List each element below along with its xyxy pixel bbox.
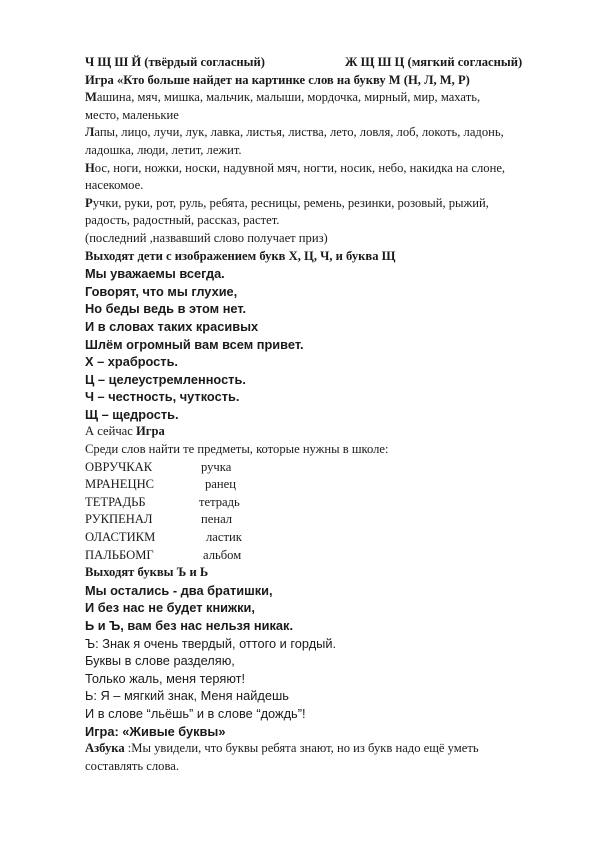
signs-poem-line: Ь и Ъ, вам без нас нельзя никак.	[85, 618, 294, 633]
words-n-text: ос, ноги, ножки, носки, надувной мяч, ногти, носик, небо, накидка на слоне,	[94, 160, 506, 175]
poem-line: Но беды ведь в этом нет.	[85, 301, 247, 317]
word-pair-row	[85, 547, 525, 565]
letter-meaning: Щ – щедрость.	[85, 406, 179, 422]
words-l-line1	[85, 124, 525, 142]
letter-meaning: Ц – целеустремленность.	[85, 371, 246, 387]
answer-word: ластик	[206, 530, 242, 545]
letter-n: Н	[85, 160, 95, 175]
game2-intro-bold: Игра	[135, 424, 165, 439]
words-n-line1	[85, 160, 525, 178]
speech-text: :Мы увидели, что буквы ребята знают, но из букв надо ещё уметь	[124, 741, 479, 756]
game2-intro	[85, 423, 525, 441]
soft-consonants-label: Ж Щ Ш Ц (мягкий согласный)	[345, 55, 523, 69]
word-pair-row	[85, 529, 525, 547]
words-r-line1	[85, 195, 525, 213]
game2-intro-prefix: А сейчас	[85, 424, 136, 439]
answer-word: альбом	[203, 547, 242, 562]
game1-title: Игра «Кто больше найдет на картинке слов на букву М (Н, Л, М, Р)	[85, 72, 470, 87]
scrambled-word: РУКПЕНАЛ	[85, 512, 153, 527]
scrambled-word: ОВРУЧКАК	[85, 459, 153, 474]
scrambled-word: ПАЛЬБОМГ	[85, 547, 154, 562]
poem-line: И в словах таких красивых	[85, 318, 259, 334]
words-m-line1	[85, 89, 525, 107]
word-pair-row	[85, 459, 525, 477]
scrambled-word: ТЕТРАДЬБ	[85, 494, 146, 509]
poem-line: Говорят, что мы глухие,	[85, 283, 238, 299]
azbuka-speech-line2: составлять слова.	[85, 758, 179, 773]
consonants-header	[85, 54, 525, 72]
document-page	[85, 54, 525, 775]
word-pair-row	[85, 494, 525, 512]
word-pair-row	[85, 511, 525, 529]
signs-line: И в слове “льёшь” и в слове “дождь”!	[85, 705, 306, 721]
hard-consonants-label: Ч Щ Ш Й (твёрдый согласный)	[85, 55, 265, 69]
words-m-text: ашина, мяч, мишка, мальчик, малыши, мордочка, мирный, мир, махать,	[96, 90, 481, 105]
signs-poem-line: И без нас не будет книжки,	[85, 600, 255, 616]
letter-l: Л	[85, 125, 95, 140]
answer-word: ручка	[201, 459, 232, 474]
scrambled-word: ОЛАСТИКМ	[85, 530, 156, 545]
signs-line: Ь: Я – мягкий знак, Меня найдешь	[85, 688, 289, 704]
answer-word: тетрадь	[199, 494, 240, 509]
answer-word: ранец	[205, 477, 236, 492]
words-r-text: учки, руки, рот, руль, ребята, ресницы, ремень, резинки, розовый, рыжий,	[92, 195, 489, 210]
scrambled-word: МРАНЕЦНС	[85, 477, 155, 492]
game2-task: Среди слов найти те предметы, которые нужны в школе:	[85, 442, 389, 457]
signs-poem-line: Мы остались - два братишки,	[85, 582, 273, 598]
poem-line: Мы уважаемы всегда.	[85, 266, 225, 282]
signs-line: Буквы в слове разделяю,	[85, 653, 235, 669]
prize-note: (последний ,назвавший слово получает приз)	[85, 230, 328, 245]
letters-scene-title: Выходят дети с изображением букв Х, Ц, Ч, и буква Щ	[85, 248, 396, 263]
words-m-line2: место, маленькие	[85, 107, 179, 122]
signs-line: Только жаль, меня теряют!	[85, 670, 246, 686]
word-pair-row	[85, 476, 525, 494]
words-n-line2: насекомое.	[85, 178, 144, 193]
signs-line: Ъ: Знак я очень твердый, оттого и гордый.	[85, 635, 337, 651]
azbuka-speech-line1	[85, 740, 525, 758]
letter-meaning: Ч – честность, чуткость.	[85, 389, 240, 405]
letter-r: Р	[85, 195, 93, 210]
poem-line: Шлём огромный вам всем привет.	[85, 336, 304, 352]
answer-word: пенал	[201, 512, 233, 527]
speaker-name: Азбука	[85, 741, 125, 756]
letter-meaning: Х – храбрость.	[85, 354, 178, 370]
letter-m: М	[85, 90, 97, 105]
game3-title: Игра: «Живые буквы»	[85, 723, 226, 739]
words-l-text: апы, лицо, лучи, лук, лавка, листья, листва, лето, ловля, лоб, локоть, ладонь,	[94, 125, 504, 140]
words-r-line2: радость, радостный, рассказ, растет.	[85, 213, 280, 228]
signs-scene-title: Выходят буквы Ъ и Ь	[85, 565, 209, 580]
words-l-line2: ладошка, люди, летит, лежит.	[85, 142, 242, 157]
